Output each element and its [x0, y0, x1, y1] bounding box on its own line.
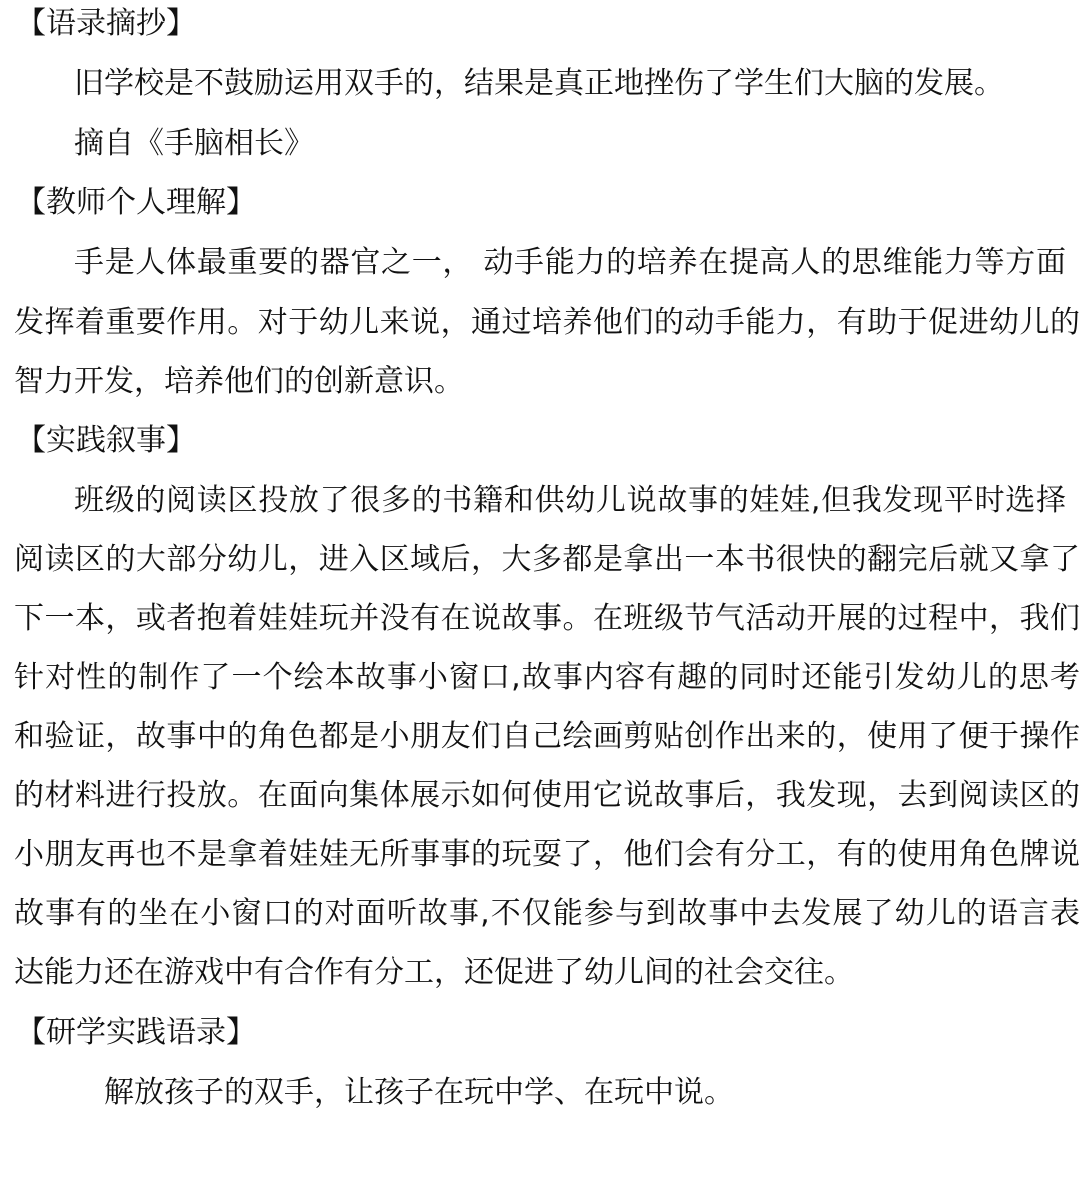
- practice-paragraph-line: 针对性的制作了一个绘本故事小窗口,故事内容有趣的同时还能引发幼儿的思考: [14, 660, 1080, 695]
- practice-paragraph-line: 故事有的坐在小窗口的对面听故事,不仅能参与到故事中去发展了幼儿的语言表: [14, 896, 1080, 931]
- quote-source: 摘自《手脑相长》: [74, 126, 314, 161]
- section-heading-practice: 【实践叙事】: [16, 423, 196, 458]
- teacher-paragraph-line: 智力开发，培养他们的创新意识。: [14, 364, 464, 399]
- section-heading-teacher: 【教师个人理解】: [16, 185, 256, 220]
- practice-paragraph-line: 下一本，或者抱着娃娃玩并没有在说故事。在班级节气活动开展的过程中，我们: [14, 601, 1080, 636]
- teacher-paragraph-line: 手是人体最重要的器官之一， 动手能力的培养在提高人的思维能力等方面: [74, 245, 1066, 280]
- teacher-paragraph-line: 发挥着重要作用。对于幼儿来说，通过培养他们的动手能力，有助于促进幼儿的: [14, 305, 1080, 340]
- practice-paragraph-line: 班级的阅读区投放了很多的书籍和供幼儿说故事的娃娃,但我发现平时选择: [74, 483, 1066, 518]
- practice-paragraph-line: 的材料进行投放。在面向集体展示如何使用它说故事后，我发现，去到阅读区的: [14, 778, 1080, 813]
- practice-paragraph-line: 达能力还在游戏中有合作有分工，还促进了幼儿间的社会交往。: [14, 955, 854, 990]
- practice-paragraph-line: 小朋友再也不是拿着娃娃无所事事的玩耍了，他们会有分工，有的使用角色牌说: [14, 837, 1080, 872]
- section-heading-quotes: 【语录摘抄】: [16, 6, 196, 41]
- quote-text: 旧学校是不鼓励运用双手的，结果是真正地挫伤了学生们大脑的发展。: [74, 66, 1004, 101]
- section-heading-research: 【研学实践语录】: [16, 1015, 256, 1050]
- practice-paragraph-line: 阅读区的大部分幼儿，进入区域后，大多都是拿出一本书很快的翻完后就又拿了: [14, 542, 1080, 577]
- practice-paragraph-line: 和验证，故事中的角色都是小朋友们自己绘画剪贴创作出来的，使用了便于操作: [14, 719, 1080, 754]
- research-quote: 解放孩子的双手，让孩子在玩中学、在玩中说。: [104, 1075, 734, 1110]
